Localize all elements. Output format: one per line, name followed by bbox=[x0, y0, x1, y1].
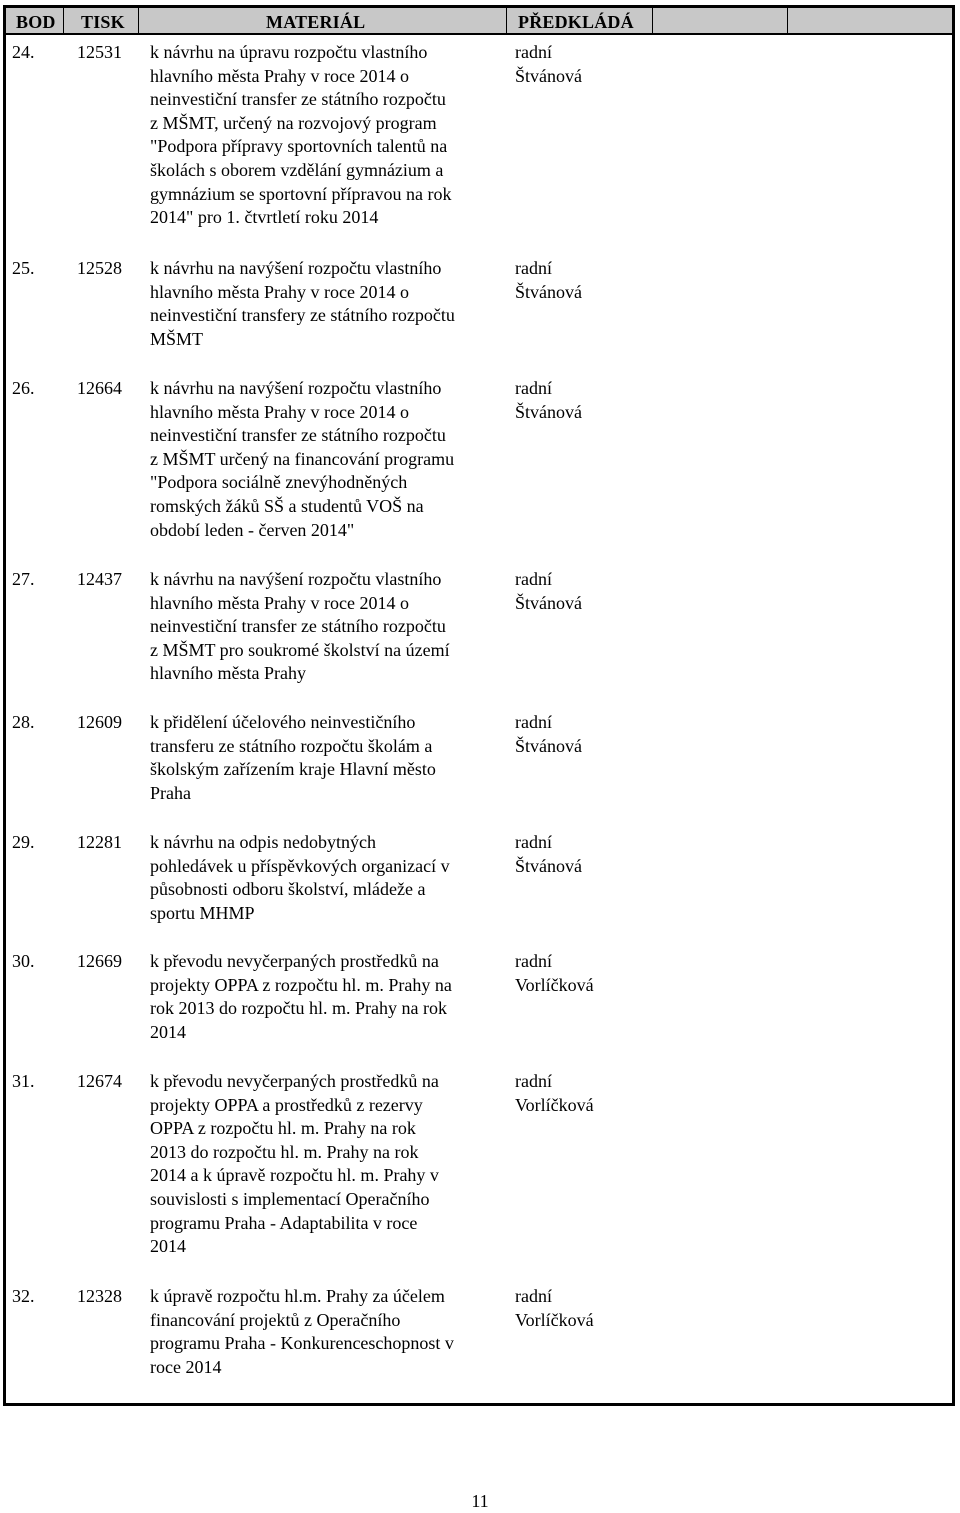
row-predklada: radní Vorlíčková bbox=[515, 951, 594, 995]
header-material: MATERIÁL bbox=[266, 12, 366, 32]
page-number: 11 bbox=[471, 1491, 489, 1511]
row-tisk: 12531 bbox=[77, 42, 122, 62]
row-tisk: 12328 bbox=[77, 1286, 122, 1306]
row-tisk: 12528 bbox=[77, 258, 122, 278]
header-divider bbox=[63, 5, 64, 35]
row-material: k převodu nevyčerpaných prostředků na projekty OPPA z rozpočtu hl. m. Prahy na rok 2013 do rozpočtu hl. m. Prahy na rok 2014 bbox=[150, 951, 452, 1042]
row-tisk: 12609 bbox=[77, 712, 122, 732]
row-bod: 24. bbox=[12, 42, 35, 62]
row-material: k úpravě rozpočtu hl.m. Prahy za účelem financování projektů z Operačního programu Praha - Konkurenceschopnost v roce 2014 bbox=[150, 1286, 454, 1377]
header-divider bbox=[787, 5, 788, 35]
row-bod: 25. bbox=[12, 258, 35, 278]
header-divider bbox=[506, 5, 507, 35]
row-material: k návrhu na odpis nedobytných pohledávek u příspěvkových organizací v působnosti odboru školství, mládeže a sportu MHMP bbox=[150, 832, 450, 923]
row-predklada: radní Štvánová bbox=[515, 42, 582, 86]
row-bod: 32. bbox=[12, 1286, 35, 1306]
row-material: k návrhu na navýšení rozpočtu vlastního hlavního města Prahy v roce 2014 o neinvestiční transfer ze státního rozpočtu z MŠMT určený na financování programu "Podpora sociálně znevýhodněných romských žáků SŠ a studentů VOŠ na období leden - červen 2014" bbox=[150, 378, 455, 540]
row-bod: 27. bbox=[12, 569, 35, 589]
row-tisk: 12669 bbox=[77, 951, 122, 971]
row-bod: 30. bbox=[12, 951, 35, 971]
row-predklada: radní Vorlíčková bbox=[515, 1071, 594, 1115]
row-bod: 26. bbox=[12, 378, 35, 398]
row-predklada: radní Štvánová bbox=[515, 832, 582, 876]
row-bod: 28. bbox=[12, 712, 35, 732]
row-predklada: radní Štvánová bbox=[515, 712, 582, 756]
row-tisk: 12664 bbox=[77, 378, 122, 398]
row-predklada: radní Štvánová bbox=[515, 569, 582, 613]
row-predklada: radní Štvánová bbox=[515, 258, 582, 302]
row-material: k převodu nevyčerpaných prostředků na projekty OPPA a prostředků z rezervy OPPA z rozpočtu hl. m. Prahy na rok 2013 do rozpočtu hl. m. Prahy na rok 2014 a k úpravě rozpočtu hl. m. Prahy v souvislosti s implementací Operačního programu Praha - Adaptabilita v roce 2014 bbox=[150, 1071, 439, 1257]
row-predklada: radní Štvánová bbox=[515, 378, 582, 422]
row-bod: 29. bbox=[12, 832, 35, 852]
row-tisk: 12281 bbox=[77, 832, 122, 852]
header-divider bbox=[138, 5, 139, 35]
header-tisk: TISK bbox=[81, 12, 125, 32]
header-bod: BOD bbox=[16, 12, 56, 32]
row-predklada: radní Vorlíčková bbox=[515, 1286, 594, 1330]
row-material: k návrhu na navýšení rozpočtu vlastního hlavního města Prahy v roce 2014 o neinvestiční transfery ze státního rozpočtu MŠMT bbox=[150, 258, 455, 349]
row-tisk: 12437 bbox=[77, 569, 122, 589]
header-predklada: PŘEDKLÁDÁ bbox=[518, 12, 634, 32]
row-bod: 31. bbox=[12, 1071, 35, 1091]
row-tisk: 12674 bbox=[77, 1071, 122, 1091]
row-material: k návrhu na navýšení rozpočtu vlastního hlavního města Prahy v roce 2014 o neinvestiční transfer ze státního rozpočtu z MŠMT pro soukromé školství na území hlavního města Prahy bbox=[150, 569, 450, 684]
row-material: k přidělení účelového neinvestičního transferu ze státního rozpočtu školám a školským zařízením kraje Hlavní město Praha bbox=[150, 712, 436, 803]
row-material: k návrhu na úpravu rozpočtu vlastního hlavního města Prahy v roce 2014 o neinvestiční transfer ze státního rozpočtu z MŠMT, určený na rozvojový program "Podpora přípravy sportovních talentů na školách s oborem vzdělání gymnázium a gymnázium se sportovní přípravou na rok 2014" pro 1. čtvrtletí roku 2014 bbox=[150, 42, 452, 228]
header-divider bbox=[652, 5, 653, 35]
table-header bbox=[3, 5, 955, 35]
